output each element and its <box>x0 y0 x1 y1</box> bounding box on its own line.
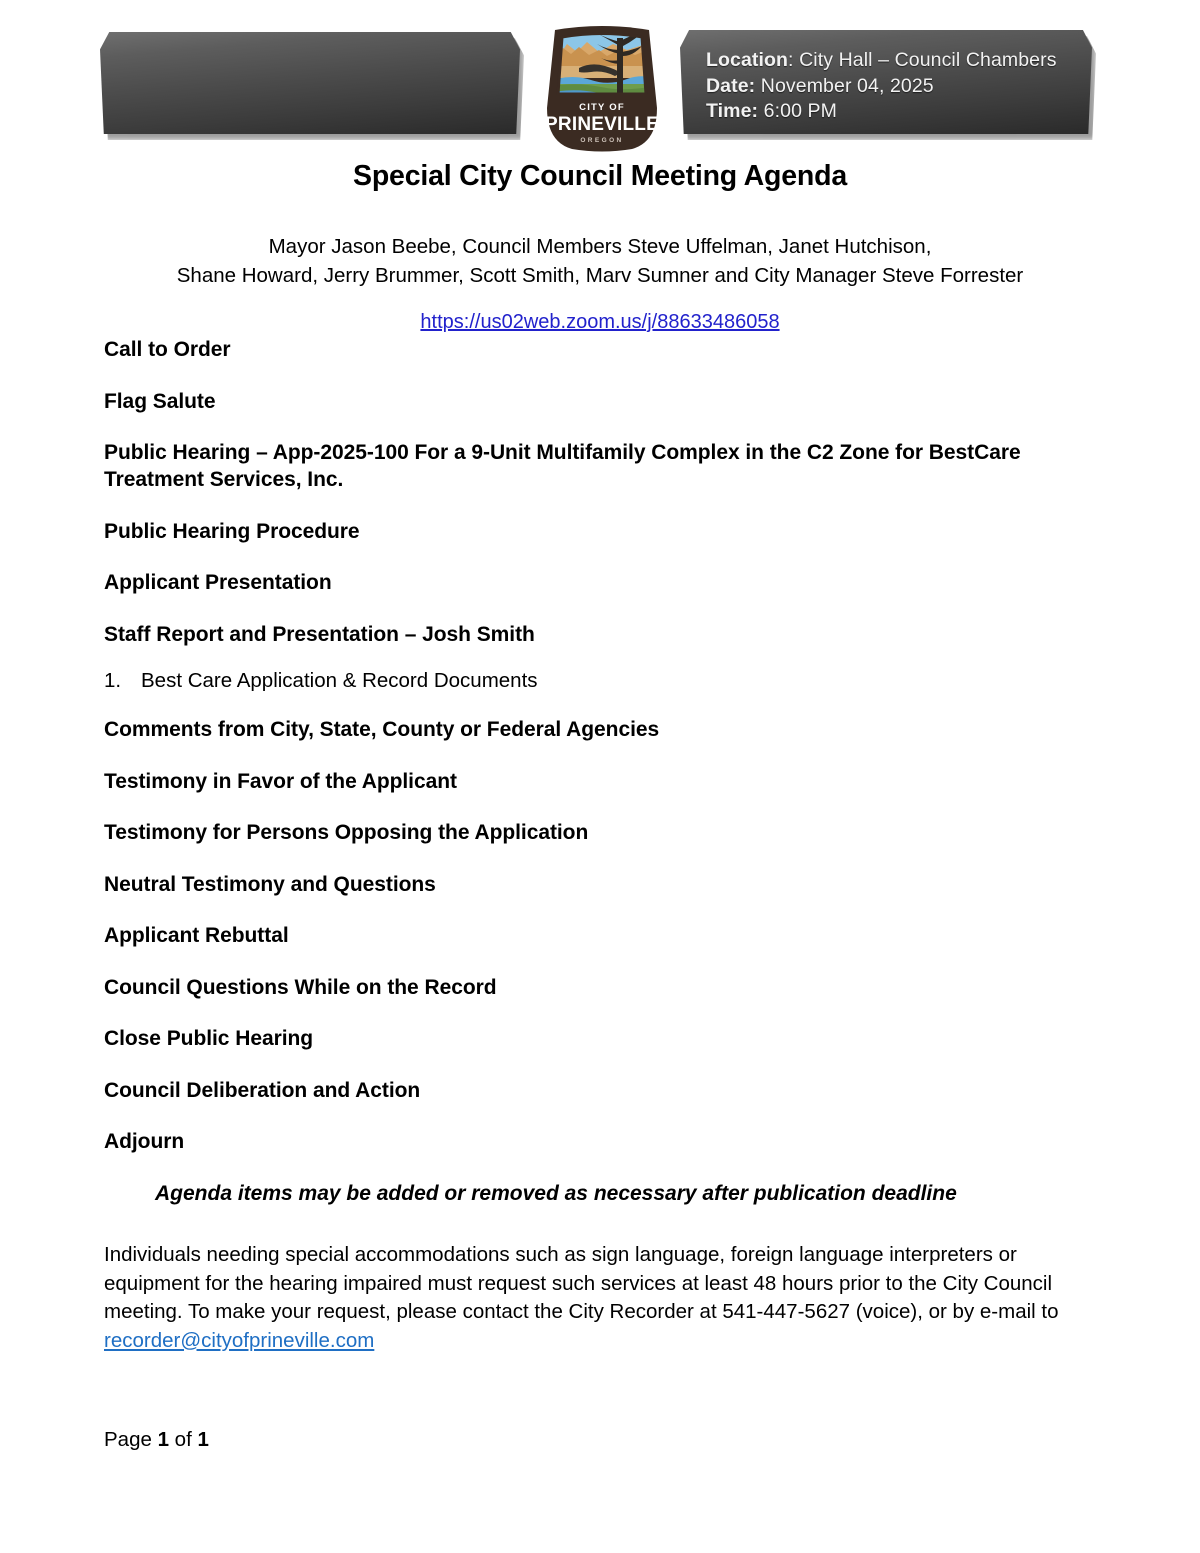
meeting-date-line <box>706 74 1086 100</box>
agenda-item-staff-report: Staff Report and Presentation – Josh Smith <box>104 622 535 646</box>
footer-total-pages: 1 <box>197 1428 209 1451</box>
council-roster <box>0 232 1200 290</box>
zoom-link-container <box>0 311 1200 334</box>
list-item <box>104 667 1056 694</box>
recorder-email-link[interactable]: recorder@cityofprineville.com <box>104 1328 375 1352</box>
agenda-sub-list <box>104 667 1056 694</box>
agenda-item-applicant-presentation: Applicant Presentation <box>104 571 332 594</box>
sub-item-label: Best Care Application & Record Documents <box>141 669 538 692</box>
time-label: Time: <box>706 100 759 122</box>
date-value: November 04, 2025 <box>755 74 934 97</box>
agenda-item-public-hearing-procedure: Public Hearing Procedure <box>104 519 360 543</box>
page-title: Special City Council Meeting Agenda <box>353 160 847 192</box>
agenda-item-testimony-opposing: Testimony for Persons Opposing the Application <box>104 821 589 844</box>
agenda-item-neutral-testimony: Neutral Testimony and Questions <box>104 872 436 896</box>
accommodations-notice <box>104 1241 1080 1355</box>
sub-item-number: 1. <box>104 669 122 692</box>
location-separator: : <box>788 49 800 71</box>
footer-current-page: 1 <box>157 1428 169 1451</box>
page-header <box>0 0 1200 150</box>
svg-text:PRINEVILLE: PRINEVILLE <box>545 114 659 135</box>
meeting-info <box>706 48 1086 125</box>
location-value: City Hall – Council Chambers <box>799 49 1057 71</box>
agenda-amendment-note: Agenda items may be added or removed as necessary after publication deadline <box>155 1181 957 1205</box>
agenda-item-adjourn: Adjourn <box>104 1130 185 1153</box>
agenda-item-agency-comments: Comments from City, State, County or Federal Agencies <box>104 718 660 741</box>
svg-text:CITY OF: CITY OF <box>579 102 625 113</box>
accommodations-text: Individuals needing special accommodations such as sign language, foreign language interpreters or equipment for the hearing impaired must request such services at least 48 hours prior to the City Council meeting. To make your request, please contact the City Recorder at 541-447-5627 (voice), or by e-mail to <box>104 1243 1059 1323</box>
roster-line-1: Mayor Jason Beebe, Council Members Steve Uffelman, Janet Hutchison, <box>268 235 932 258</box>
left-decorative-banner <box>100 32 520 134</box>
agenda-item-flag-salute: Flag Salute <box>104 389 216 413</box>
roster-line-2: Shane Howard, Jerry Brummer, Scott Smith, Marv Sumner and City Manager Steve Forrester <box>176 264 1024 287</box>
footer-of-word: of <box>168 1428 198 1451</box>
agenda-item-council-deliberation: Council Deliberation and Action <box>104 1078 421 1102</box>
meeting-time-line <box>706 99 1086 125</box>
city-seal-logo-icon <box>543 20 661 152</box>
agenda-item-testimony-favor: Testimony in Favor of the Applicant <box>104 769 457 793</box>
agenda-item-public-hearing: Public Hearing – App-2025-100 For a 9-Unit Multifamily Complex in the C2 Zone for BestCare Treatment Services, Inc. <box>104 441 1021 491</box>
agenda-item-applicant-rebuttal: Applicant Rebuttal <box>104 924 289 947</box>
date-label: Date: <box>706 74 756 97</box>
zoom-meeting-link[interactable]: https://us02web.zoom.us/j/88633486058 <box>420 311 780 333</box>
agenda-item-call-to-order: Call to Order <box>104 338 231 361</box>
agenda-item-close-public-hearing: Close Public Hearing <box>104 1027 314 1050</box>
time-value: 6:00 PM <box>758 100 837 122</box>
location-label: Location <box>706 49 789 71</box>
meeting-location-line <box>706 48 1086 74</box>
agenda-list <box>104 336 1056 1207</box>
footer-page-word: Page <box>104 1428 158 1451</box>
svg-text:OREGON: OREGON <box>580 137 624 144</box>
agenda-item-council-questions: Council Questions While on the Record <box>104 975 497 999</box>
page-footer <box>104 1428 209 1452</box>
